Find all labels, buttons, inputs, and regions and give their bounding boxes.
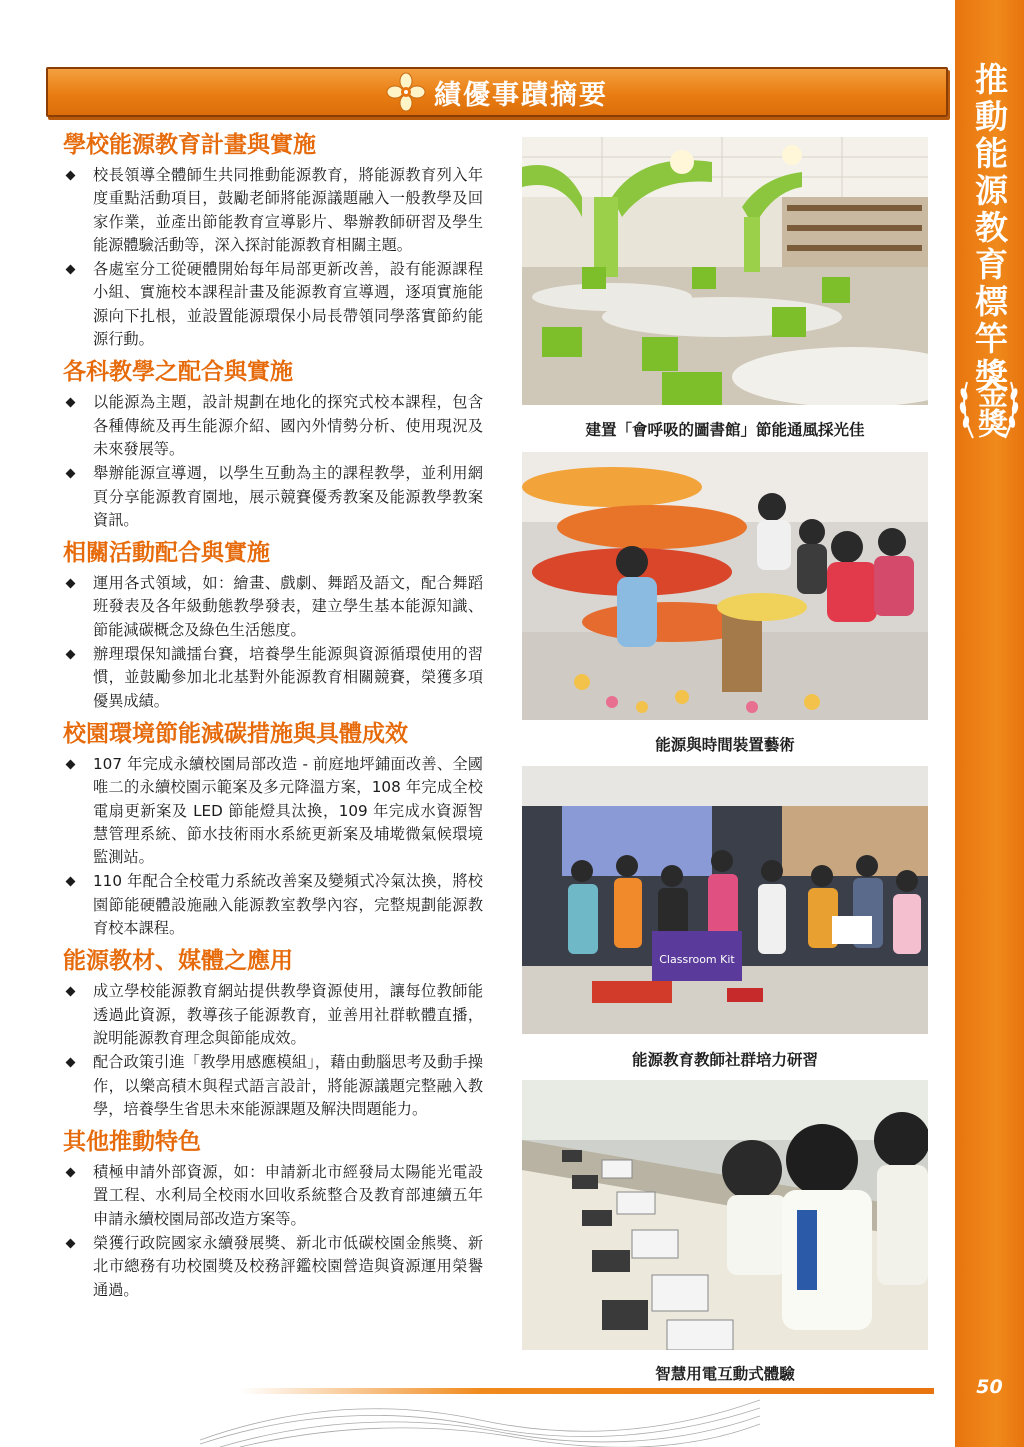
bullet-text: 榮獲行政院國家永續發展獎、新北市低碳校園金熊獎、新北市總務有功校園獎及校務評鑑校園營造與資源運用榮譽通過。 xyxy=(93,1233,483,1299)
summary-content xyxy=(63,130,483,1308)
bullet-text: 各處室分工從硬體開始每年局部更新改善，設有能源課程小組、實施校本課程計畫及能源教育宣導週，逐項實施能源向下扎根，並設置能源環保小局長帶領同學落實節約能源行動。 xyxy=(93,260,483,349)
bullet-text: 運用各式領域，如：繪畫、戲劇、舞蹈及語文，配合舞蹈班發表及各年級動態教學發表，建立學生基本能源知識、節能減碳概念及綠色生活態度。 xyxy=(93,574,483,639)
award-text: 金獎 xyxy=(972,378,1007,438)
bullet-text: 配合政策引進「教學用感應模組」，藉由動腦思考及動手操作，以樂高積木與程式語言設計，將能源議題完整融入教學，培養學生省思未來能源課題及解決問題能力。 xyxy=(93,1053,483,1118)
bullet-text: 舉辦能源宣導週，以學生互動為主的課程教學，並利用網頁分享能源教育園地，展示競賽優秀教案及能源教學教案資訊。 xyxy=(93,464,483,529)
section-activities xyxy=(63,538,483,713)
bullet-text: 校長領導全體師生共同推動能源教育，將能源教育列入年度重點活動項目，鼓勵老師將能源議題融入一般教學及回家作業，並產出節能教育宣導影片、舉辦教師研習及學生能源體驗活動等，深入探討能源教育相關主題。 xyxy=(93,166,483,254)
award-badge xyxy=(957,372,1021,448)
section-heading: 相關活動配合與實施 xyxy=(63,540,270,567)
bullet-text: 以能源為主題，設計規劃在地化的探究式校本課程，包含各種傳統及再生能源介紹、國內外情勢分析、使用現況及未來發展等。 xyxy=(93,393,483,458)
section-header-bar xyxy=(46,67,948,117)
bullet-item xyxy=(63,462,483,532)
section-teaching xyxy=(63,357,483,532)
bottom-accent-line xyxy=(240,1388,934,1394)
diamond-bullet-icon xyxy=(66,987,76,997)
diamond-bullet-icon xyxy=(66,1058,76,1068)
bullet-item xyxy=(63,1051,483,1121)
diamond-bullet-icon xyxy=(66,1239,76,1249)
diamond-bullet-icon xyxy=(66,1168,76,1178)
bullet-item xyxy=(63,753,483,869)
kit-box-label: Classroom Kit xyxy=(659,953,735,966)
photo-caption: 能源與時間裝置藝術 xyxy=(655,736,795,754)
diamond-bullet-icon xyxy=(66,579,76,589)
diamond-bullet-icon xyxy=(66,759,76,769)
photo-teacher-workshop xyxy=(522,766,928,1034)
bullet-item xyxy=(63,391,483,461)
section-heading: 能源教材、媒體之應用 xyxy=(63,948,293,975)
bullet-item xyxy=(63,980,483,1050)
side-title: 推動能源教育標竿獎 xyxy=(970,62,1009,395)
diamond-bullet-icon xyxy=(66,877,76,887)
bullet-text: 110 年配合全校電力系統改善案及變頻式冷氣汰換，將校園節能硬體設施融入能源教室教學內容，完整規劃能源教育校本課程。 xyxy=(93,872,483,938)
bullet-item xyxy=(63,572,483,642)
page-number: 50 xyxy=(976,1376,1003,1398)
diamond-bullet-icon xyxy=(66,469,76,479)
photo-caption: 智慧用電互動式體驗 xyxy=(655,1365,795,1383)
header-title: 績優事蹟摘要 xyxy=(434,79,608,111)
bullet-item xyxy=(63,643,483,713)
section-media xyxy=(63,946,483,1121)
bullet-text: 積極申請外部資源，如：申請新北市經發局太陽能光電設置工程、水利局全校雨水回收系統整合及教育部連續五年申請永續校園局部改造方案等。 xyxy=(93,1163,483,1228)
section-heading: 各科教學之配合與實施 xyxy=(63,359,293,386)
section-heading: 其他推動特色 xyxy=(63,1129,201,1156)
bullet-item xyxy=(63,1232,483,1302)
section-heading: 校園環境節能減碳措施與具體成效 xyxy=(63,720,408,747)
diamond-bullet-icon xyxy=(66,265,76,275)
photo-smart-electricity xyxy=(522,1080,928,1350)
bullet-text: 辦理環保知識擂台賽，培養學生能源與資源循環使用的習慣，並鼓勵參加北北基對外能源教育相關競賽，榮獲多項優異成績。 xyxy=(93,645,483,710)
photo-installation-art xyxy=(522,452,928,720)
bullet-text: 成立學校能源教育網站提供教學資源使用，讓每位教師能透過此資源，教導孩子能源教育，並善用社群軟體直播，說明能源教育理念與節能成效。 xyxy=(93,982,483,1047)
bullet-item xyxy=(63,1161,483,1231)
flower-icon xyxy=(386,72,426,112)
section-heading: 學校能源教育計畫與實施 xyxy=(63,132,316,158)
section-other xyxy=(63,1127,483,1302)
side-band xyxy=(955,0,1024,1447)
bullet-item xyxy=(63,164,483,257)
bullet-item xyxy=(63,870,483,940)
photo-caption: 能源教育教師社群培力研習 xyxy=(631,1051,818,1069)
section-plan xyxy=(63,130,483,351)
diamond-bullet-icon xyxy=(66,650,76,660)
diamond-bullet-icon xyxy=(66,398,76,408)
bullet-text: 107 年完成永續校園局部改造 - 前庭地坪鋪面改善、全國唯二的永續校園示範案及多元降溫方案，108 年完成全校電扇更新案及 LED 節能燈具汰換，109 年完成水資源智慧管理系統、節水技術雨水系統更新案及埔墘微氣候環境監測站。 xyxy=(93,754,483,867)
photo-caption: 建置「會呼吸的圖書館」節能通風採光佳 xyxy=(585,421,865,439)
bullet-item xyxy=(63,258,483,351)
photo-library xyxy=(522,137,928,405)
section-campus xyxy=(63,719,483,940)
diamond-bullet-icon xyxy=(66,171,76,181)
